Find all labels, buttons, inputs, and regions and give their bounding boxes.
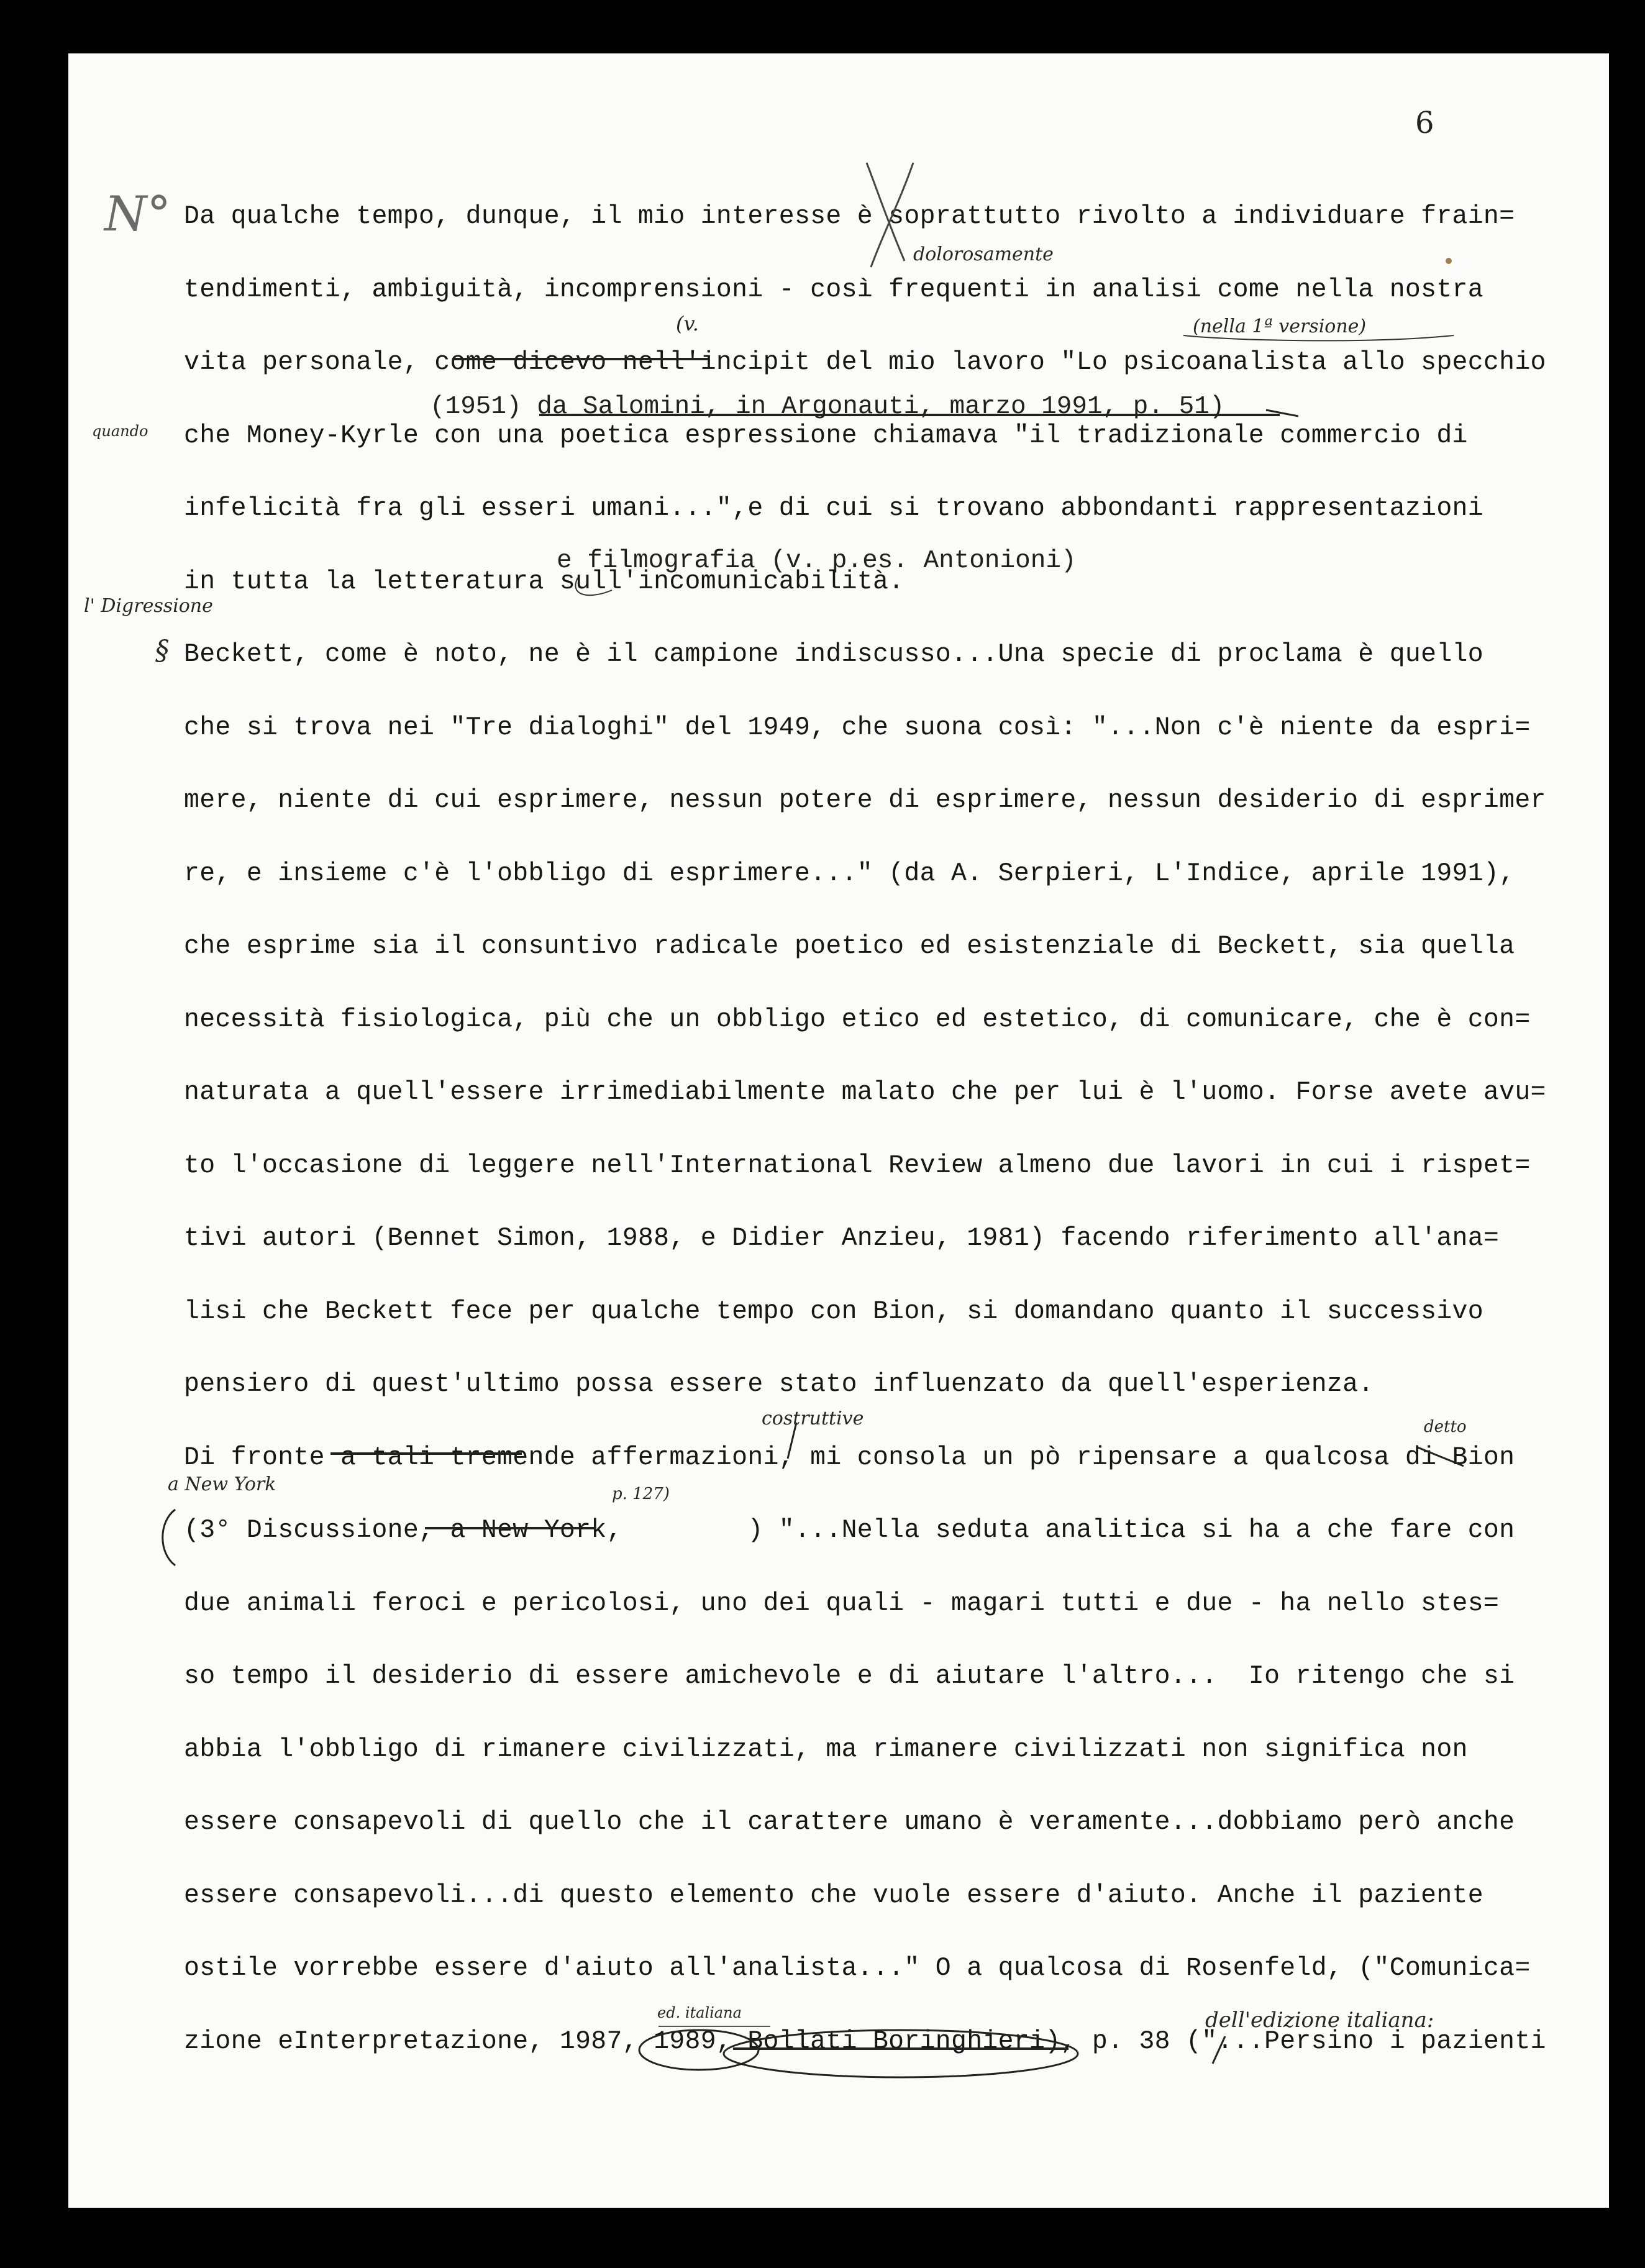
text-line: in tutta la letteratura sull'incomunicabilità. — [184, 567, 905, 596]
handwritten-edizione-italiana: dell'edizione italiana: — [1205, 2008, 1434, 2033]
handwritten-nella-versione: (nella 1ª versione) — [1193, 316, 1367, 337]
handwritten-p127: p. 127) — [612, 1485, 670, 1503]
handwritten-detto: detto — [1424, 1418, 1467, 1436]
text-line: che si trova nei "Tre dialoghi" del 1949, che suona così: "...Non c'è niente da espri= — [184, 713, 1531, 742]
text-line: vita personale, come dicevo nell'incipit del mio lavoro "Lo psicoanalista allo specchio — [184, 348, 1546, 377]
ink-dot — [1446, 258, 1452, 264]
handwritten-editrice: ed. italiana — [657, 2004, 742, 2021]
text-line: tendimenti, ambiguità, incomprensioni - così frequenti in analisi come nella nostra — [184, 275, 1483, 304]
text-line: Da qualche tempo, dunque, il mio interesse è soprattutto rivolto a individuare frain= — [184, 202, 1515, 231]
text-line: so tempo il desiderio di essere amichevole e di aiutare l'altro... Io ritengo che si — [184, 1662, 1515, 1691]
text-line: abbia l'obbligo di rimanere civilizzati, ma rimanere civilizzati non significa non — [184, 1735, 1468, 1764]
text-line: due animali feroci e pericolosi, uno dei quali - magari tutti e due - ha nello stes= — [184, 1589, 1500, 1618]
insertion-loop-filmografia — [575, 578, 612, 595]
text-line: (3° Discussione, a New York, ) "...Nella seduta analitica si ha a che fare con — [184, 1516, 1515, 1545]
text-line: tivi autori (Bennet Simon, 1988, e Didier Anzieu, 1981) facendo riferimento all'ana= — [184, 1224, 1500, 1253]
bracket-nella-versione — [1183, 335, 1454, 340]
handwritten-v-note: (v. — [676, 312, 699, 335]
text-line: essere consapevoli di quello che il carattere umano è veramente...dobbiamo però anche — [184, 1808, 1515, 1837]
handwritten-quando: quando — [92, 422, 148, 440]
text-line: necessità fisiologica, più che un obbligo etico ed estetico, di comunicare, che è con= — [184, 1005, 1531, 1034]
text-line: infelicità fra gli esseri umani...",e di cui si trovano abbondanti rappresentazioni — [184, 494, 1483, 523]
text-line: re, e insieme c'è l'obbligo di esprimere..." (da A. Serpieri, L'Indice, aprile 1991), — [184, 859, 1515, 888]
text-line: Beckett, come è noto, ne è il campione indiscusso...Una specie di proclama è quello — [184, 640, 1483, 669]
strike-di-bion — [1418, 1447, 1464, 1466]
text-line: essere consapevoli...di questo elemento che vuole essere d'aiuto. Anche il paziente — [184, 1881, 1483, 1910]
text-line: Di fronte a tali tremende affermazioni, mi consola un pò ripensare a qualcosa di Bion — [184, 1443, 1515, 1472]
text-line: pensiero di quest'ultimo possa essere stato influenzato da quell'esperienza. — [184, 1370, 1374, 1399]
handwritten-dolorosamente: dolorosamente — [913, 244, 1054, 265]
handwritten-a-new-york: a New York — [168, 1473, 276, 1495]
slash-after-38 — [1213, 2036, 1225, 2064]
text-line: to l'occasione di leggere nell'International Review almeno due lavori in cui i rispet= — [184, 1151, 1531, 1180]
margin-mark-n: N° — [104, 186, 171, 242]
text-line: naturata a quell'essere irrimediabilmente malato che per lui è l'uomo. Forse avete avu= — [184, 1078, 1546, 1107]
typed-insertion-money-kyrle-ref: (1951) da Salomini, in Argonauti, marzo 1991, p. 51) — [430, 393, 1225, 421]
text-line: che esprime sia il consuntivo radicale poetico ed esistenziale di Beckett, sia quella — [184, 932, 1515, 961]
page-number: 6 — [1415, 106, 1434, 140]
text-line: mere, niente di cui esprimere, nessun potere di esprimere, nessun desiderio di esprimer — [184, 786, 1546, 815]
text-line: zione eInterpretazione, 1987, 1989, Bollati Boringhieri), p. 38 ("...Persino i pazienti — [184, 2027, 1546, 2056]
text-line: lisi che Beckett fece per qualche tempo con Bion, si domandano quanto il successivo — [184, 1297, 1483, 1326]
text-line: ostile vorrebbe essere d'aiuto all'analista..." O a qualcosa di Rosenfeld, ("Comunica= — [184, 1954, 1531, 1983]
handwritten-section-mark: § — [155, 635, 169, 667]
typed-insertion-filmografia: e filmografia (v. p.es. Antonioni) — [557, 547, 1077, 575]
circle-bollati — [724, 2030, 1078, 2077]
open-paren-mark — [163, 1510, 175, 1565]
cross-out-x-mark — [867, 163, 913, 267]
comma-insertion-mark — [788, 1423, 796, 1459]
handwritten-costruttive: costruttive — [762, 1408, 864, 1429]
text-line: che Money-Kyrle con una poetica espressione chiamava "il tradizionale commercio di — [184, 421, 1468, 450]
handwritten-digressione: l' Digressione — [84, 595, 213, 617]
